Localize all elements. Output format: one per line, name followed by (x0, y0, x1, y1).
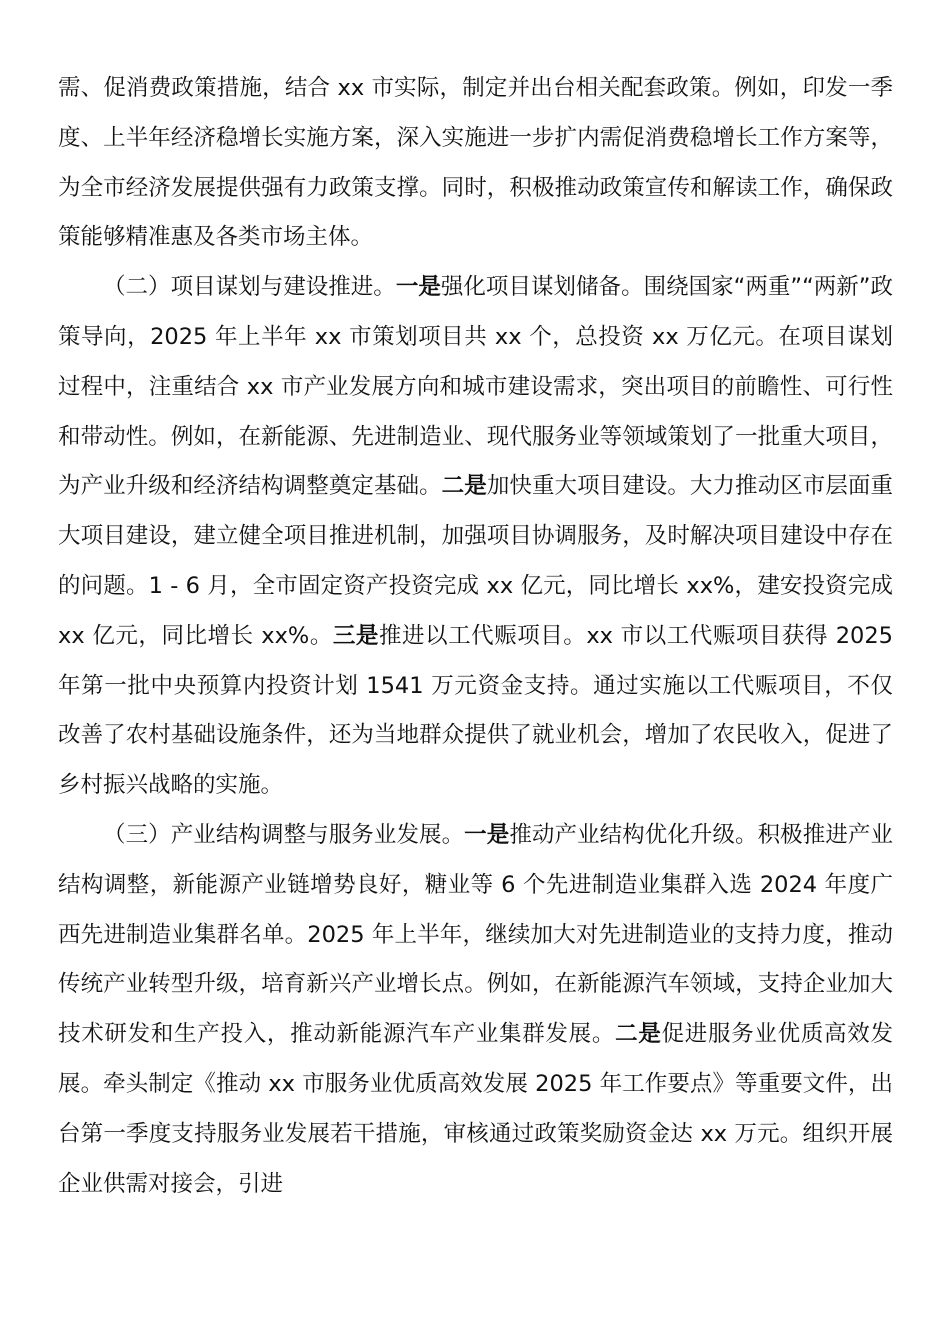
section-heading: （二）项目谋划与建设推进。 (103, 274, 396, 301)
bold-marker: 二是 (615, 1021, 662, 1048)
paragraph-project-planning (58, 263, 893, 811)
bold-marker: 一是 (395, 274, 441, 301)
text-segment: 推动产业结构优化升级。积极推进产业结构调整，新能源产业链增势良好，糖业等 6 个先进制造业集群入选 2024 年度广西先进制造业集群名单。2025 年上半年，继续加大对先进制造业的支持力度，推动传统产业转型升级，培育新兴产业增长点。例如，在新能源汽车领域，支持企业加大技术研发和生产投入，推动新能源汽车产业集群发展。 (58, 821, 893, 1048)
text-segment: 促进服务业优质高效发展。牵头制定《推动 xx 市服务业优质高效发展 2025 年工作要点》等重要文件，出台第一季度支持服务业发展若干措施，审核通过政策奖励资金达 xx 万元。组织开展企业供需对接会，引进 (58, 1021, 893, 1197)
text-segment: 需、促消费政策措施，结合 xx 市实际，制定并出台相关配套政策。例如，印发一季度、上半年经济稳增长实施方案，深入实施进一步扩内需促消费稳增长工作方案等，为全市经济发展提供强有力政策支撑。同时，积极推动政策宣传和解读工作，确保政策能够精准惠及各类市场主体。 (58, 75, 893, 251)
text-segment: 推进以工代赈项目。xx 市以工代赈项目获得 2025 年第一批中央预算内投资计划 1541 万元资金支持。通过实施以工代赈项目，不仅改善了农村基础设施条件，还为当地群众提供了就业机会，增加了农民收入，促进了乡村振兴战略的实施。 (58, 622, 893, 799)
bold-marker: 三是 (332, 622, 379, 649)
text-segment: 强化项目谋划储备。围绕国家“两重”“两新”政策导向，2025 年上半年 xx 市策划项目共 xx 个，总投资 xx 万亿元。在项目谋划过程中，注重结合 xx 市产业发展方向和城市建设需求，突出项目的前瞻性、可行性和带动性。例如，在新能源、先进制造业、现代服务业等领域策划了一批重大项目，为产业升级和经济结构调整奠定基础。 (58, 274, 893, 500)
bold-marker: 一是 (464, 821, 510, 848)
section-heading: （三）产业结构调整与服务业发展。 (103, 821, 465, 848)
document-page (58, 64, 893, 1209)
bold-marker: 二是 (441, 473, 487, 500)
text-segment: 加快重大项目建设。大力推动区市层面重大项目建设，建立健全项目推进机制，加强项目协调服务，及时解决项目建设中存在的问题。1 - 6 月，全市固定资产投资完成 xx 亿元，同比增长 xx%，建安投资完成 xx 亿元，同比增长 xx%。 (58, 473, 893, 649)
paragraph-policy-measures (58, 64, 893, 263)
paragraph-industry-structure (58, 811, 893, 1209)
